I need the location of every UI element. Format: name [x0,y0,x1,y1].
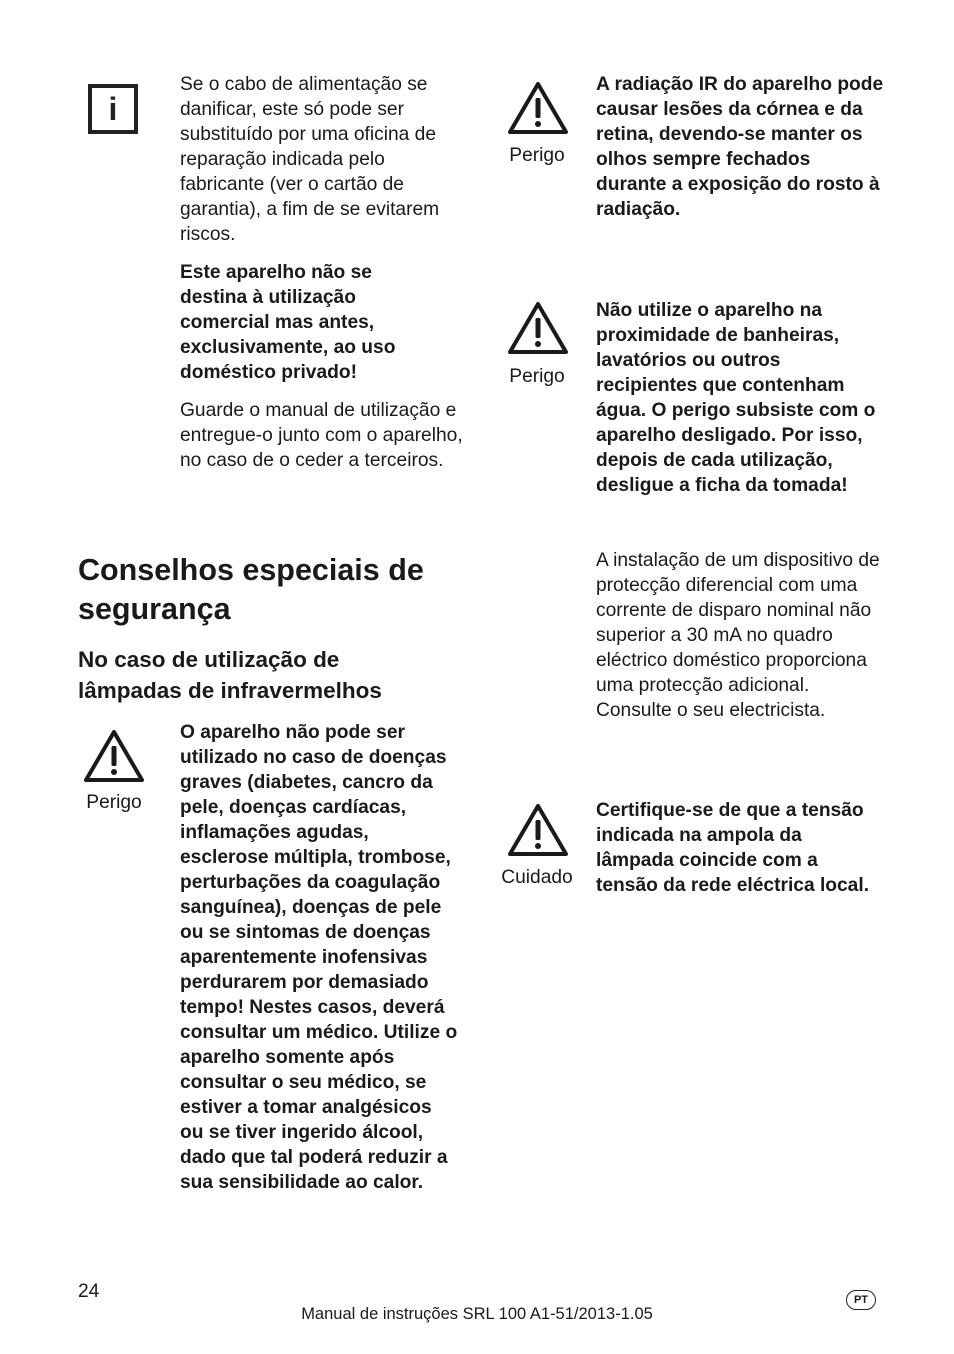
page-number: 24 [78,1281,100,1302]
manual-reference: Manual de instruções SRL 100 A1-51/2013-1.05 [301,1305,653,1323]
warning-label-2: Perigo [509,145,565,166]
warning-text-2: A radiação IR do aparelho pode causar lesões da córnea e da retina, devendo-se manter os olhos sempre fechados durante a exposição do rosto à radiação. [596,74,884,220]
section-title: Conselhos especiais de segurança [78,553,424,626]
caution-label: Cuidado [501,867,573,888]
info-paragraph-cable: Se o cabo de alimentação se danificar, este só pode ser substituído por uma oficina de reparação indicada pelo fabricante (ver o cartão de garantia), a fim de se evitarem riscos. [180,74,440,245]
info-icon-glyph: i [108,90,118,127]
language-badge [846,1290,876,1310]
warning-block-1 [82,728,146,789]
warning-label-1: Perigo [86,792,142,813]
warning-label-3: Perigo [509,366,565,387]
subsection-title: No caso de utilização de lâmpadas de infravermelhos [78,647,382,703]
warning-text-1: O aparelho não pode ser utilizado no caso de doenças graves (diabetes, cancro da pele, doenças cardíacas, inflamações agudas, esclerose múltipla, trombose, perturbações da coagulação sanguínea), doenças de pele ou se sintomas de doenças aparentemente inofensivas perdurarem por demasiado tempo! Nestes casos, deverá consultar um médico. Utilize o aparelho somente após consultar o seu médico, se estiver a tomar analgésicos ou se tiver ingerido álcool, dado que tal poderá reduzir a sua sensibilidade ao calor. [180,722,458,1193]
info-icon [88,84,138,134]
rcd-paragraph: A instalação de um dispositivo de protecção diferencial com uma corrente de disparo nominal não superior a 30 mA no quadro eléctrico doméstico proporciona uma protecção adicional. Consulte o seu electricista. [596,550,880,721]
warning-triangle-icon [82,728,146,784]
caution-text: Certifique-se de que a tensão indicada na ampola da lâmpada coincide com a tensão da rede eléctrica local. [596,800,870,896]
warning-text-3: Não utilize o aparelho na proximidade de banheiras, lavatórios ou outros recipientes que contenham água. O perigo subsiste com o aparelho desligado. Por isso, depois de cada utilização, desligue a ficha da tomada! [596,300,876,496]
warning-block-3 [506,300,570,361]
warning-block-2 [506,80,570,141]
warning-triangle-icon [506,80,570,136]
caution-block [506,802,570,863]
warning-triangle-icon [506,300,570,356]
warning-triangle-icon [506,802,570,858]
info-paragraph-keep-manual: Guarde o manual de utilização e entregue-o junto com o aparelho, no caso de o ceder a terceiros. [180,400,463,471]
language-badge-label: PT [853,1294,869,1306]
info-paragraph-domestic-use: Este aparelho não se destina à utilização comercial mas antes, exclusivamente, ao uso doméstico privado! [180,262,396,383]
